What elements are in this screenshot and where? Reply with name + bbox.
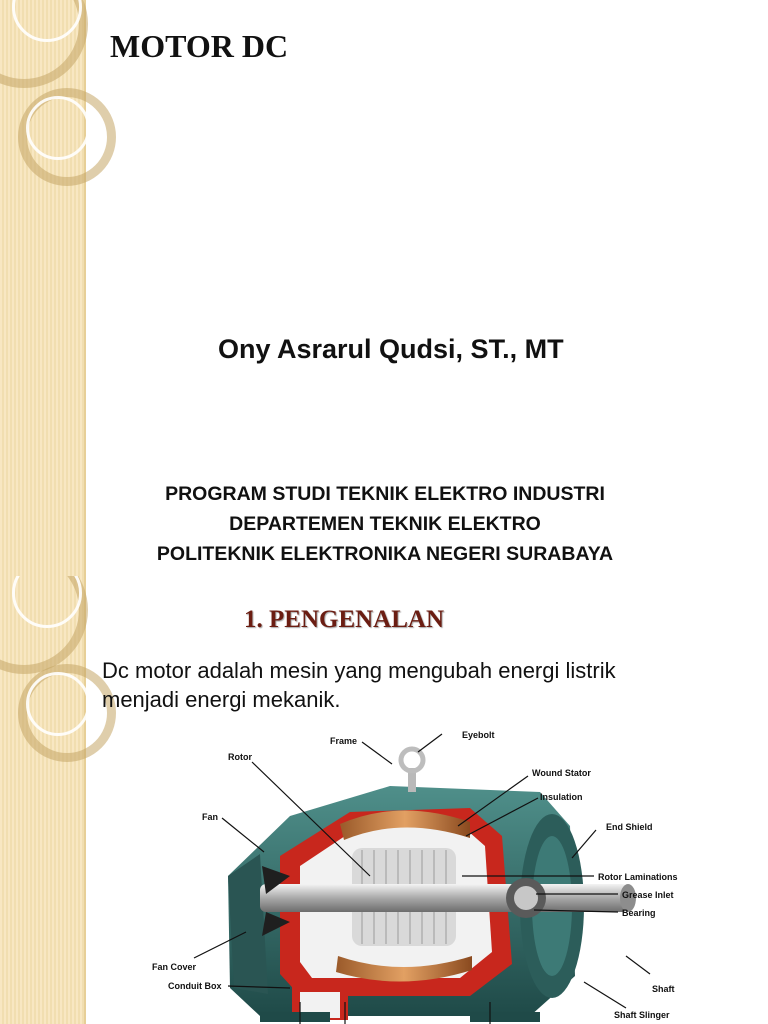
label-eyebolt: Eyebolt [462,730,495,740]
author-name: Ony Asrarul Qudsi, ST., MT [218,334,564,364]
label-conduit-box: Conduit Box [168,981,222,991]
section-heading: 1. PENGENALAN [244,606,445,633]
label-grease-inlet: Grease Inlet [622,890,674,900]
label-wound-stator: Wound Stator [532,768,591,778]
label-rotor: Rotor [228,752,252,762]
dc-motor-cutaway-diagram [140,726,700,1024]
label-rotor-laminations: Rotor Laminations [598,872,678,882]
intro-slide [0,576,768,1024]
label-frame: Frame [330,736,358,746]
label-bearing: Bearing [622,908,656,918]
label-insulation: Insulation [540,792,583,802]
label-fan: Fan [202,812,219,822]
institution-line-program: PROGRAM STUDI TEKNIK ELEKTRO INDUSTRI [165,483,605,505]
institution-line-department: DEPARTEMEN TEKNIK ELEKTRO [229,513,541,535]
slide-title: MOTOR DC [110,28,289,64]
motor-illustration [228,749,636,1022]
label-fan-cover: Fan Cover [152,962,197,972]
label-end-shield: End Shield [606,822,653,832]
label-shaft-slinger: Shaft Slinger [614,1010,670,1020]
institution-line-university: POLITEKNIK ELEKTRONIKA NEGERI SURABAYA [156,543,614,565]
label-shaft: Shaft [652,984,675,994]
intro-paragraph: Dc motor adalah mesin yang mengubah energi listrik menjadi energi mekanik. [102,658,616,712]
